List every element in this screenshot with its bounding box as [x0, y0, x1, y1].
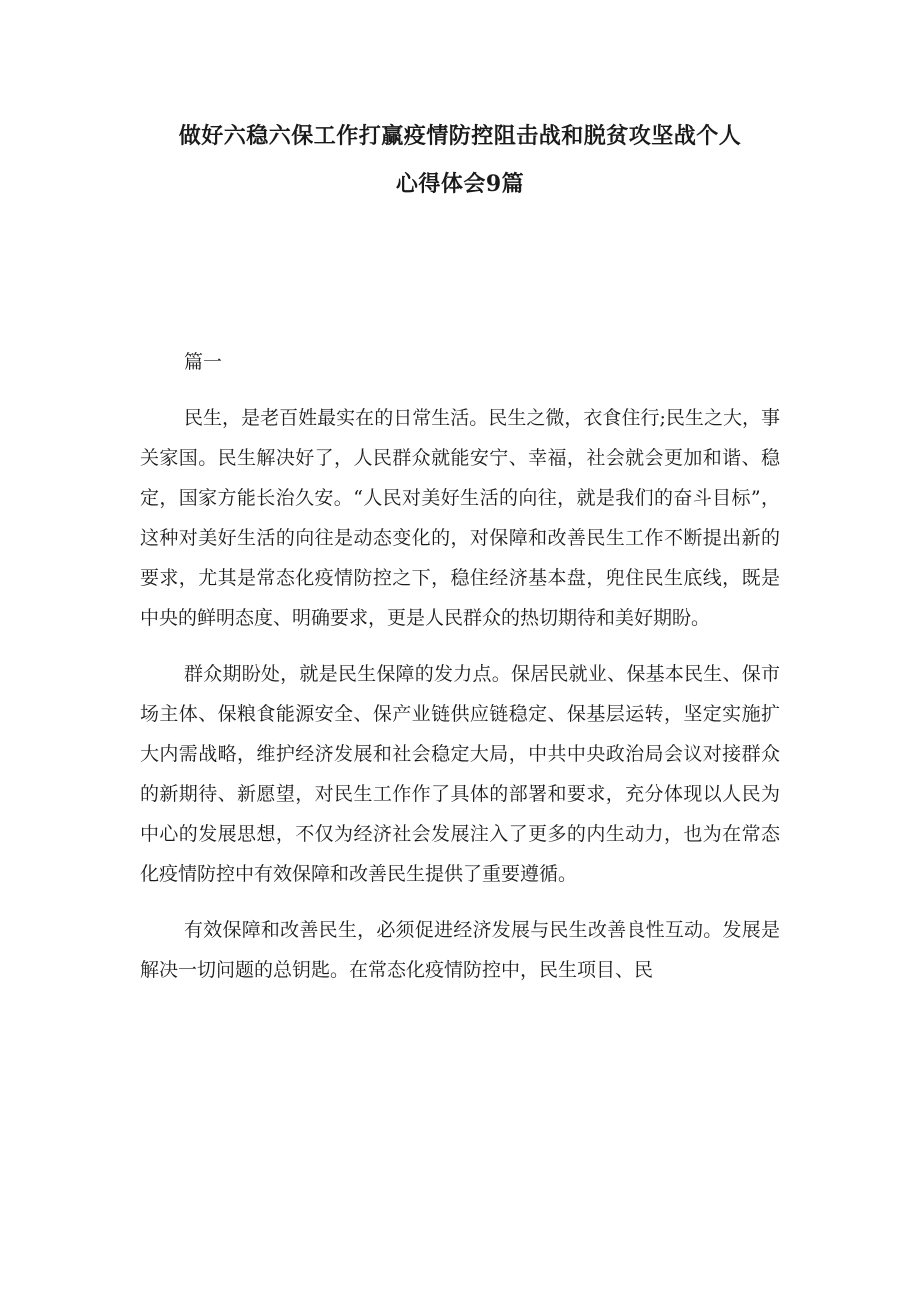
- document-body: [140, 342, 780, 1006]
- paragraph-3: 有效保障和改善民生，必须促进经济发展与民生改善良性互动。发展是解决一切问题的总钥匙。在常态化疫情防控中，民生项目、民: [140, 919, 780, 981]
- paragraph-1: 民生，是老百姓最实在的日常生活。民生之微，衣食住行;民生之大，事关家国。民生解决好了，人民群众就能安宁、幸福，社会就会更加和谐、稳定，国家方能长治久安。“人民对美好生活的向往，就是我们的奋斗目标”，这种对美好生活的向往是动态变化的，对保障和改善民生工作不断提出新的要求，尤其是常态化疫情防控之下，稳住经济基本盘，兜住民生底线，既是中央的鲜明态度、明确要求，更是人民群众的热切期待和美好期盼。: [140, 407, 780, 629]
- title-line-1: 做好六稳六保工作打赢疫情防控阻击战和脱贫攻坚战个人: [178, 123, 742, 149]
- paragraph-2: 群众期盼处，就是民生保障的发力点。保居民就业、保基本民生、保市场主体、保粮食能源安全、保产业链供应链稳定、保基层运转，坚定实施扩大内需战略，维护经济发展和社会稳定大局，中共中央政治局会议对接群众的新期待、新愿望，对民生工作作了具体的部署和要求，充分体现以人民为中心的发展思想，不仅为经济社会发展注入了更多的内生动力，也为在常态化疫情防控中有效保障和改善民生提供了重要遵循。: [140, 663, 780, 885]
- section-heading: 篇一: [184, 351, 223, 373]
- document-title: [120, 112, 800, 208]
- title-line-2: 心得体会9篇: [395, 171, 525, 197]
